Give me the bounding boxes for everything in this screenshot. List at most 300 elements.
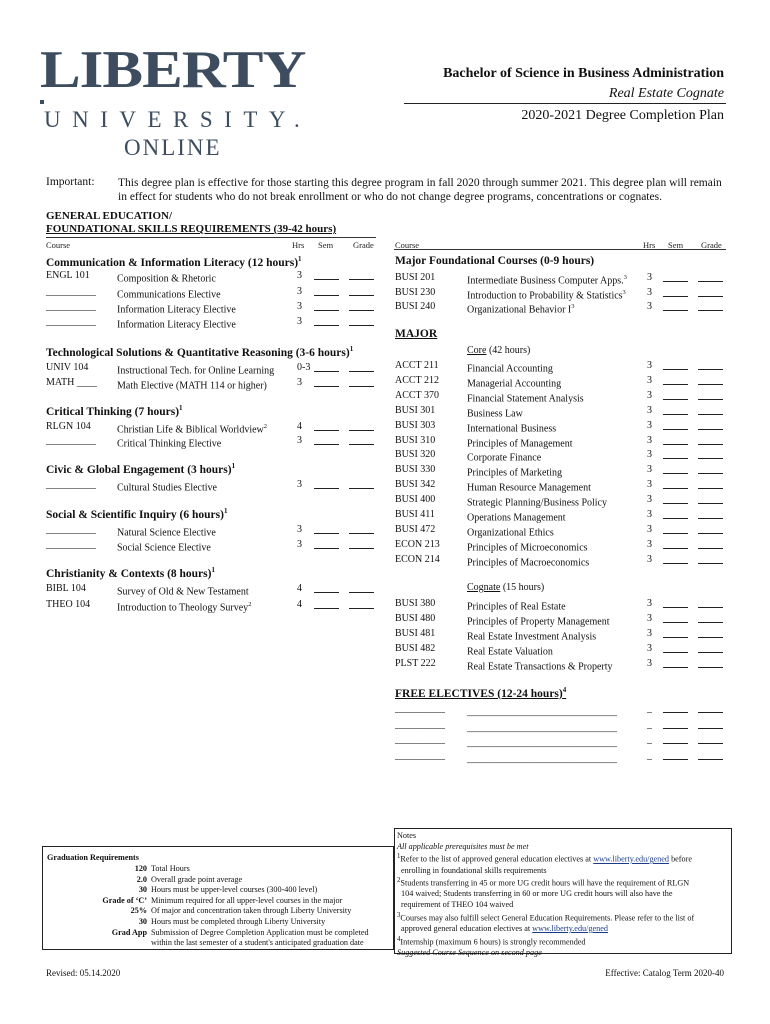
- mf-row-1-name-text: Introduction to Probability & Statistics: [467, 290, 623, 302]
- gened-group-5-title-sup: 1: [211, 566, 215, 574]
- cognate-row-4-name: [467, 657, 613, 671]
- free-elective-row-0-sem-blank[interactable]: [663, 703, 688, 713]
- note-2-cont2: requirement of THEO 104 waived: [401, 900, 514, 910]
- core-row-4-name-text: International Business: [467, 422, 557, 434]
- gened-row-1-1-code: MATH ____: [46, 377, 97, 388]
- core-row-10-name-text: Operations Management: [467, 512, 566, 524]
- core-row-11-grade-blank[interactable]: [698, 524, 723, 534]
- note-1-tail: before: [669, 854, 692, 864]
- gened-row-0-0-code: ENGL 101: [46, 270, 90, 281]
- free-electives-title-sup: 4: [562, 686, 567, 694]
- free-elective-row-1-name-text: ______________________________: [467, 721, 617, 733]
- core-hours: (42 hours): [488, 345, 531, 356]
- gened-row-1-0-grade-blank[interactable]: [349, 362, 374, 372]
- core-row-5-sem-blank[interactable]: [663, 435, 688, 445]
- core-row-13-sem-blank[interactable]: [663, 554, 688, 564]
- free-electives-title-text: FREE ELECTIVES (12-24 hours): [395, 687, 563, 700]
- gened-row-3-0-hrs: 3: [297, 479, 302, 490]
- free-elective-row-2-sem-blank[interactable]: [663, 734, 688, 744]
- degree-title: Bachelor of Science in Business Administration: [443, 66, 724, 81]
- core-row-11-hrs: 3: [647, 523, 652, 535]
- grad-title: Graduation Requirements: [47, 853, 139, 862]
- core-row-8-hrs: 3: [647, 479, 652, 491]
- cognate-row-2-code: BUSI 481: [395, 627, 436, 639]
- gened-row-0-2-code: __________: [46, 301, 96, 312]
- core-row-1-name: [467, 374, 561, 388]
- core-row-9-grade-blank[interactable]: [698, 494, 723, 504]
- core-row-10-sem-blank[interactable]: [663, 509, 688, 519]
- gened-link[interactable]: www.liberty.edu/gened: [593, 854, 670, 864]
- gened-row-2-0-sem-blank[interactable]: [314, 421, 339, 431]
- gened-row-4-1-hrs: 3: [297, 539, 302, 550]
- gened-row-5-1-hrs: 4: [297, 599, 302, 610]
- col-course: Course: [46, 240, 71, 250]
- core-row-0-hrs: 3: [647, 360, 652, 371]
- gened-row-0-1-hrs: 3: [297, 286, 302, 297]
- free-elective-row-0-code: __________: [395, 703, 445, 714]
- core-row-4-name: [467, 419, 556, 433]
- core-row-9-code: BUSI 400: [395, 494, 436, 506]
- major-foundational-title-text: Major Foundational Courses (0-9 hours): [395, 255, 595, 267]
- gened-row-2-1-name-text: Critical Thinking Elective: [117, 438, 222, 450]
- gened-row-0-0-sem-blank[interactable]: [314, 270, 339, 280]
- cognate-row-3-code: BUSI 482: [395, 642, 436, 654]
- cognate-row-3-name-text: Real Estate Valuation: [467, 646, 553, 658]
- gened-row-2-1-name: [117, 434, 221, 448]
- gened-row-0-1-name: [117, 285, 221, 299]
- core-row-0-name: [467, 359, 553, 373]
- free-elective-row-2-hrs: _: [647, 734, 652, 745]
- gened-group-0-title-text: Communication & Information Literacy (12 hours): [46, 256, 299, 269]
- gened-row-1-1-sem-blank[interactable]: [314, 377, 339, 387]
- gened-row-0-3-name-text: Information Literacy Elective: [117, 319, 236, 331]
- note-3-cont-text: approved general education electives at: [401, 923, 533, 933]
- gened-row-2-0-grade-blank[interactable]: [349, 421, 374, 431]
- mf-row-2-name-text: Organizational Behavior I: [467, 304, 572, 316]
- free-elective-row-3-code: __________: [395, 749, 445, 761]
- core-row-12-sem-blank[interactable]: [663, 539, 688, 549]
- grad-key-4: 25%: [130, 906, 147, 916]
- col-sem-right: Sem: [668, 240, 684, 250]
- core-row-10-name: [467, 508, 566, 522]
- mf-row-0-hrs: 3: [647, 272, 652, 283]
- core-row-5-grade-blank[interactable]: [698, 435, 723, 445]
- free-elective-row-1-code: __________: [395, 718, 445, 730]
- gened-group-2-title-sup: 1: [179, 404, 183, 412]
- core-row-12-hrs: 3: [647, 538, 652, 550]
- gened-row-5-1-name-text: Introduction to Theology Survey: [117, 602, 249, 614]
- note-2: $^2$Students transferring in 45 or more UG credit hours will have the requirement of RLGN: [397, 877, 690, 888]
- cognate-row-1-sem-blank[interactable]: [663, 613, 688, 623]
- gened-row-1-0-hrs: 0-3: [297, 362, 311, 373]
- gened-row-3-0-name: [117, 478, 217, 492]
- core-row-11-name-text: Organizational Ethics: [467, 527, 554, 539]
- free-elective-row-0-hrs: _: [647, 703, 652, 714]
- gened-row-3-0-grade-blank[interactable]: [349, 479, 374, 489]
- core-row-13-name-text: Principles of Macroeconomics: [467, 557, 590, 569]
- core-row-12-name-text: Principles of Microeconomics: [467, 542, 588, 554]
- grad-value-3: Minimum required for all upper-level courses in the major: [151, 895, 343, 905]
- core-row-5-name-text: Principles of Management: [467, 437, 573, 449]
- gened-row-3-0-code: __________: [46, 479, 96, 490]
- core-row-7-sem-blank[interactable]: [663, 464, 688, 474]
- gened-row-1-1-grade-blank[interactable]: [349, 377, 374, 387]
- mf-row-2-sup: 3: [571, 303, 575, 310]
- core-row-11-sem-blank[interactable]: [663, 524, 688, 534]
- gened-row-1-0-name: [117, 361, 274, 375]
- major-foundational-title: [395, 255, 594, 267]
- gened-row-5-1-sem-blank[interactable]: [314, 599, 339, 609]
- gened-row-1-0-code: UNIV 104: [46, 362, 89, 373]
- core-row-6-name: [467, 448, 541, 462]
- core-row-9-sem-blank[interactable]: [663, 494, 688, 504]
- core-row-13-name: [467, 553, 589, 567]
- core-row-5-hrs: 3: [647, 434, 652, 446]
- grad-value-4: Of major and concentration taken through Liberty University: [151, 906, 352, 916]
- core-row-9-name-text: Strategic Planning/Business Policy: [467, 497, 607, 509]
- grad-key-1: 2.0: [136, 874, 147, 884]
- core-label: Core: [467, 345, 487, 356]
- gened-group-0-title-sup: 1: [298, 255, 302, 263]
- gened-title: GENERAL EDUCATION/: [46, 210, 173, 222]
- core-row-13-hrs: 3: [647, 553, 652, 565]
- major-title: [395, 328, 437, 340]
- mf-row-1-name: [467, 286, 626, 300]
- gened-row-0-0-name: [117, 269, 216, 283]
- gened-group-2-title-text: Critical Thinking (7 hours): [46, 405, 180, 418]
- core-row-2-name: [467, 389, 584, 403]
- col-grade: Grade: [353, 240, 374, 250]
- free-elective-row-1-grade-blank[interactable]: [698, 719, 723, 729]
- core-row-4-grade-blank[interactable]: [698, 420, 723, 430]
- core-row-3-name: [467, 404, 523, 418]
- cognate-row-3-grade-blank[interactable]: [698, 643, 723, 653]
- note-3: $^3$Courses may also fulfill select General Education Requirements. Please refer to the list of: [397, 911, 695, 923]
- gened-row-3-0-sem-blank[interactable]: [314, 479, 339, 489]
- core-row-13-code: ECON 214: [395, 553, 440, 565]
- core-row-6-code: BUSI 320: [395, 449, 436, 461]
- core-row-3-sem-blank[interactable]: [663, 405, 688, 415]
- gened-row-2-0-name: [117, 420, 267, 434]
- gened-row-0-2-hrs: 3: [297, 301, 302, 312]
- note-4-text: Internship (maximum 6 hours) is strongly recommended: [400, 937, 586, 947]
- note-3-cont: [397, 924, 729, 935]
- gened-group-3-title-sup: 1: [231, 462, 236, 470]
- grad-key-6: Grad App: [111, 927, 147, 937]
- mf-row-0-sem-blank[interactable]: [663, 272, 688, 282]
- note-4: $^4$Internship (maximum 6 hours) is strongly recommended: [397, 935, 586, 947]
- core-row-1-grade-blank[interactable]: [698, 375, 723, 385]
- col-hrs: Hrs: [292, 240, 305, 250]
- core-row-8-name: [467, 478, 591, 492]
- gened-row-5-1-sup: 2: [248, 601, 252, 608]
- core-row-0-grade-blank[interactable]: [698, 360, 723, 370]
- core-row-3-code: BUSI 301: [395, 404, 436, 416]
- free-elective-row-3-name: [467, 749, 617, 763]
- gened-row-5-0-hrs: 4: [297, 583, 302, 594]
- core-row-12-name: [467, 538, 588, 552]
- core-row-2-code: ACCT 370: [395, 389, 439, 401]
- gened-row-4-0-code: __________: [46, 524, 96, 535]
- gened-row-0-2-name: [117, 300, 236, 314]
- cognate-row-0-hrs: 3: [647, 598, 652, 609]
- col-course-right: Course: [395, 240, 420, 250]
- gened-row-0-1-grade-blank[interactable]: [349, 286, 374, 296]
- free-elective-row-3-name-text: ______________________________: [467, 752, 617, 764]
- mf-row-0-sup: 3: [623, 274, 627, 281]
- cognate-row-0-name-text: Principles of Real Estate: [467, 601, 566, 613]
- cognate-row-4-code: PLST 222: [395, 657, 436, 669]
- gened-row-0-2-grade-blank[interactable]: [349, 301, 374, 311]
- cognate-row-4-grade-blank[interactable]: [698, 658, 723, 668]
- cognate-row-2-grade-blank[interactable]: [698, 628, 723, 638]
- gened-group-1-title: [46, 345, 353, 359]
- core-row-10-code: BUSI 411: [395, 509, 435, 520]
- gened-row-0-1-sem-blank[interactable]: [314, 286, 339, 296]
- grad-key-5: 30: [138, 917, 147, 926]
- mf-row-1-grade-blank[interactable]: [698, 287, 723, 297]
- core-row-11-code: BUSI 472: [395, 523, 436, 535]
- gened-group-4-title: [46, 507, 227, 521]
- gened-row-2-1-sem-blank[interactable]: [314, 435, 339, 445]
- core-row-6-name-text: Corporate Finance: [467, 452, 542, 464]
- note-2-text: Students transferring in 45 or more UG credit hours will have the requirement of RLGN: [400, 878, 690, 888]
- cognate-row-2-sem-blank[interactable]: [663, 628, 688, 638]
- gened-row-0-2-sem-blank[interactable]: [314, 301, 339, 311]
- core-row-9-name: [467, 493, 607, 507]
- free-elective-row-1-hrs: _: [647, 718, 652, 730]
- gened-row-4-0-name: [117, 523, 216, 537]
- core-row-1-hrs: 3: [647, 374, 652, 386]
- gened-row-5-1-name: [117, 598, 251, 612]
- gened-group-5-title: [46, 566, 215, 580]
- mf-row-0-grade-blank[interactable]: [698, 272, 723, 282]
- gened-row-5-0-sem-blank[interactable]: [314, 583, 339, 593]
- cognate-heading: [467, 581, 544, 595]
- gened-row-2-0-sup: 2: [263, 423, 268, 430]
- col-sem: Sem: [318, 240, 334, 250]
- gened-row-5-1-grade-blank[interactable]: [349, 599, 374, 609]
- core-row-13-grade-blank[interactable]: [698, 554, 723, 564]
- cognate-row-3-sem-blank[interactable]: [663, 643, 688, 653]
- mf-row-2-sem-blank[interactable]: [663, 301, 688, 311]
- free-elective-row-1-name: [467, 718, 617, 732]
- gened-row-4-1-sem-blank[interactable]: [314, 539, 339, 549]
- gened-divider: [46, 237, 376, 238]
- gened-row-0-0-hrs: 3: [297, 270, 302, 281]
- notes-box: [394, 828, 732, 957]
- free-elective-row-3-sem-blank[interactable]: [663, 750, 688, 760]
- gened-row-5-0-grade-blank[interactable]: [349, 583, 374, 593]
- core-row-3-grade-blank[interactable]: [698, 405, 723, 415]
- core-row-9-hrs: 3: [647, 494, 652, 506]
- graduation-requirements-box: [42, 846, 394, 950]
- core-row-6-sem-blank[interactable]: [663, 449, 688, 459]
- free-elective-row-2-grade-blank[interactable]: [698, 734, 723, 744]
- gened-row-0-3-grade-blank[interactable]: [349, 316, 374, 326]
- mf-row-2-code: BUSI 240: [395, 301, 436, 312]
- mf-row-1-sem-blank[interactable]: [663, 287, 688, 297]
- cognate-row-3-name: [467, 642, 553, 656]
- gened-row-0-3-name: [117, 315, 236, 329]
- gened-row-5-1-code: THEO 104: [46, 599, 91, 610]
- core-row-7-grade-blank[interactable]: [698, 464, 723, 474]
- cognate-row-3-hrs: 3: [647, 642, 652, 654]
- gened-group-2-title: [46, 404, 183, 418]
- core-row-2-sem-blank[interactable]: [663, 390, 688, 400]
- cognate-row-0-grade-blank[interactable]: [698, 598, 723, 608]
- free-elective-row-2-code: __________: [395, 734, 445, 745]
- gened-group-1-title-text: Technological Solutions & Quantitative Reasoning (3-6 hours): [46, 346, 350, 359]
- gened-row-4-1-name: [117, 538, 211, 552]
- free-elective-row-2-name-text: ______________________________: [467, 737, 617, 749]
- note-sequence: Suggested Course Sequence on second page: [397, 947, 542, 957]
- core-row-2-hrs: 3: [647, 389, 652, 401]
- logo-wordmark: LIBERTY: [40, 41, 306, 100]
- gened-row-0-3-sem-blank[interactable]: [314, 316, 339, 326]
- core-row-8-name-text: Human Resource Management: [467, 482, 591, 494]
- gened-row-5-0-name: [117, 582, 249, 596]
- core-row-0-sem-blank[interactable]: [663, 360, 688, 370]
- cognate-row-1-name: [467, 612, 609, 626]
- grad-key-3: Grade of ‘C’: [102, 895, 147, 905]
- core-row-2-grade-blank[interactable]: [698, 390, 723, 400]
- cognate-row-4-name-text: Real Estate Transactions & Property: [467, 660, 613, 672]
- gened-row-4-0-name-text: Natural Science Elective: [117, 527, 216, 539]
- gened-row-2-0-name-text: Christian Life & Biblical Worldview: [117, 424, 264, 436]
- gened-group-1-title-sup: 1: [349, 345, 354, 353]
- core-row-1-sem-blank[interactable]: [663, 375, 688, 385]
- core-row-12-code: ECON 213: [395, 538, 440, 550]
- gened-row-0-1-code: __________: [46, 286, 96, 297]
- header-divider: [404, 103, 726, 104]
- free-electives-title: [395, 686, 566, 700]
- gened-row-0-2-name-text: Information Literacy Elective: [117, 304, 236, 316]
- gened-row-4-1-code: __________: [46, 539, 96, 550]
- core-row-4-sem-blank[interactable]: [663, 420, 688, 430]
- gened-row-0-0-name-text: Composition & Rhetoric: [117, 273, 216, 285]
- grad-value-6: Submission of Degree Completion Application must be completed: [151, 927, 369, 937]
- cognate-hours: (15 hours): [502, 582, 545, 593]
- gened-row-5-0-code: BIBL 104: [46, 583, 86, 594]
- gened-row-4-0-hrs: 3: [297, 524, 302, 535]
- core-row-0-code: ACCT 211: [395, 360, 439, 371]
- core-row-12-grade-blank[interactable]: [698, 539, 723, 549]
- cognate-row-1-name-text: Principles of Property Management: [467, 616, 610, 628]
- gened-row-4-0-grade-blank[interactable]: [349, 524, 374, 534]
- core-row-5-name: [467, 434, 573, 448]
- core-row-7-hrs: 3: [647, 464, 652, 476]
- free-elective-row-0-name: [467, 702, 617, 716]
- mf-row-1-code: BUSI 230: [395, 287, 436, 298]
- core-row-6-hrs: 3: [647, 449, 652, 461]
- free-elective-row-0-grade-blank[interactable]: [698, 703, 723, 713]
- cognate-row-0-code: BUSI 380: [395, 598, 436, 609]
- cognate-row-1-grade-blank[interactable]: [698, 613, 723, 623]
- col-hrs-right: Hrs: [643, 240, 656, 250]
- gened-row-2-1-code: __________: [46, 435, 96, 446]
- mf-row-0-name-text: Intermediate Business Computer Apps.: [467, 275, 624, 287]
- mf-row-0-code: BUSI 201: [395, 272, 436, 283]
- cognate-row-2-name-text: Real Estate Investment Analysis: [467, 631, 597, 643]
- mf-row-1-sup: 3: [622, 289, 626, 296]
- core-row-10-grade-blank[interactable]: [698, 509, 723, 519]
- grad-key-2: 30: [138, 885, 147, 895]
- gened-row-4-1-name-text: Social Science Elective: [117, 542, 211, 554]
- core-row-10-hrs: 3: [647, 509, 652, 520]
- mf-row-0-name: [467, 271, 627, 285]
- gened-group-3-title: [46, 462, 235, 476]
- core-row-7-name-text: Principles of Marketing: [467, 467, 562, 479]
- cognate-row-4-hrs: 3: [647, 657, 652, 669]
- gened-row-1-1-name-text: Math Elective (MATH 114 or higher): [117, 380, 267, 392]
- grad-value-1: Overall grade point average: [151, 874, 243, 884]
- core-row-8-sem-blank[interactable]: [663, 479, 688, 489]
- note-1-cont: enrolling in foundational skills requirements: [401, 865, 547, 875]
- gened-row-2-1-grade-blank[interactable]: [349, 435, 374, 445]
- free-elective-row-1-sem-blank[interactable]: [663, 719, 688, 729]
- core-row-2-name-text: Financial Statement Analysis: [467, 393, 584, 405]
- cognate-subtitle: Real Estate Cognate: [608, 86, 724, 101]
- mf-row-2-grade-blank[interactable]: [698, 301, 723, 311]
- plan-year: 2020-2021 Degree Completion Plan: [521, 108, 724, 123]
- core-row-8-code: BUSI 342: [395, 479, 436, 491]
- core-row-8-grade-blank[interactable]: [698, 479, 723, 489]
- grad-value-5: Hours must be completed through Liberty University: [151, 917, 326, 926]
- gened-link-2[interactable]: www.liberty.edu/gened: [532, 923, 608, 933]
- mf-row-1-hrs: 3: [647, 287, 652, 298]
- core-row-11-name: [467, 523, 554, 537]
- core-heading: [467, 344, 530, 358]
- col-grade-right: Grade: [701, 240, 722, 250]
- cognate-row-0-sem-blank[interactable]: [663, 598, 688, 608]
- core-row-1-code: ACCT 212: [395, 374, 439, 386]
- revised-date: Revised: 05.14.2020: [46, 968, 121, 978]
- effective-term: Effective: Catalog Term 2020-40: [605, 968, 724, 978]
- core-row-3-name-text: Business Law: [467, 408, 523, 420]
- gened-subtitle: FOUNDATIONAL SKILLS REQUIREMENTS (39-42 hours): [46, 223, 337, 235]
- important-label: Important:: [46, 176, 95, 188]
- gened-row-5-0-name-text: Survey of Old & New Testament: [117, 586, 249, 598]
- gened-group-0-title: [46, 255, 302, 269]
- free-elective-row-2-name: [467, 733, 617, 747]
- gened-row-1-0-name-text: Instructional Tech. for Online Learning: [117, 365, 275, 377]
- cognate-row-2-hrs: 3: [647, 627, 652, 639]
- core-row-5-code: BUSI 310: [395, 434, 436, 446]
- cognate-row-4-sem-blank[interactable]: [663, 658, 688, 668]
- free-elective-row-0-name-text: ______________________________: [467, 706, 617, 718]
- cognate-row-1-hrs: 3: [647, 612, 652, 624]
- note-1: $^1$Refer to the list of approved general education electives at www.liberty.edu/gened before: [397, 853, 692, 864]
- important-text: This degree plan is effective for those starting this degree program in fall 2020 through summer 2021. This degree plan will remain in effect for students who do not break enrollment or who do not change degree programs, concentrations or cognates.: [118, 177, 722, 203]
- gened-row-0-0-grade-blank[interactable]: [349, 270, 374, 280]
- note-2-cont: 104 waived; Students transferring in 60 or more UG credit hours will also have the: [401, 889, 673, 899]
- gened-group-5-title-text: Christianity & Contexts (8 hours): [46, 567, 212, 580]
- core-row-4-hrs: 3: [647, 419, 652, 431]
- core-row-6-grade-blank[interactable]: [698, 449, 723, 459]
- gened-row-1-0-sem-blank[interactable]: [314, 362, 339, 372]
- grad-value-0: Total Hours: [151, 864, 190, 873]
- gened-row-4-0-sem-blank[interactable]: [314, 524, 339, 534]
- gened-group-4-title-text: Social & Scientific Inquiry (6 hours): [46, 508, 224, 521]
- gened-row-4-1-grade-blank[interactable]: [349, 539, 374, 549]
- notes-title: Notes: [397, 831, 417, 840]
- gened-row-1-1-hrs: 3: [297, 377, 302, 388]
- free-elective-row-3-grade-blank[interactable]: [698, 750, 723, 760]
- major-title-text: MAJOR: [395, 328, 438, 340]
- note-3-text: Courses may also fulfill select General Education Requirements. Please refer to the list of: [400, 913, 695, 923]
- mf-row-2-name: [467, 300, 574, 314]
